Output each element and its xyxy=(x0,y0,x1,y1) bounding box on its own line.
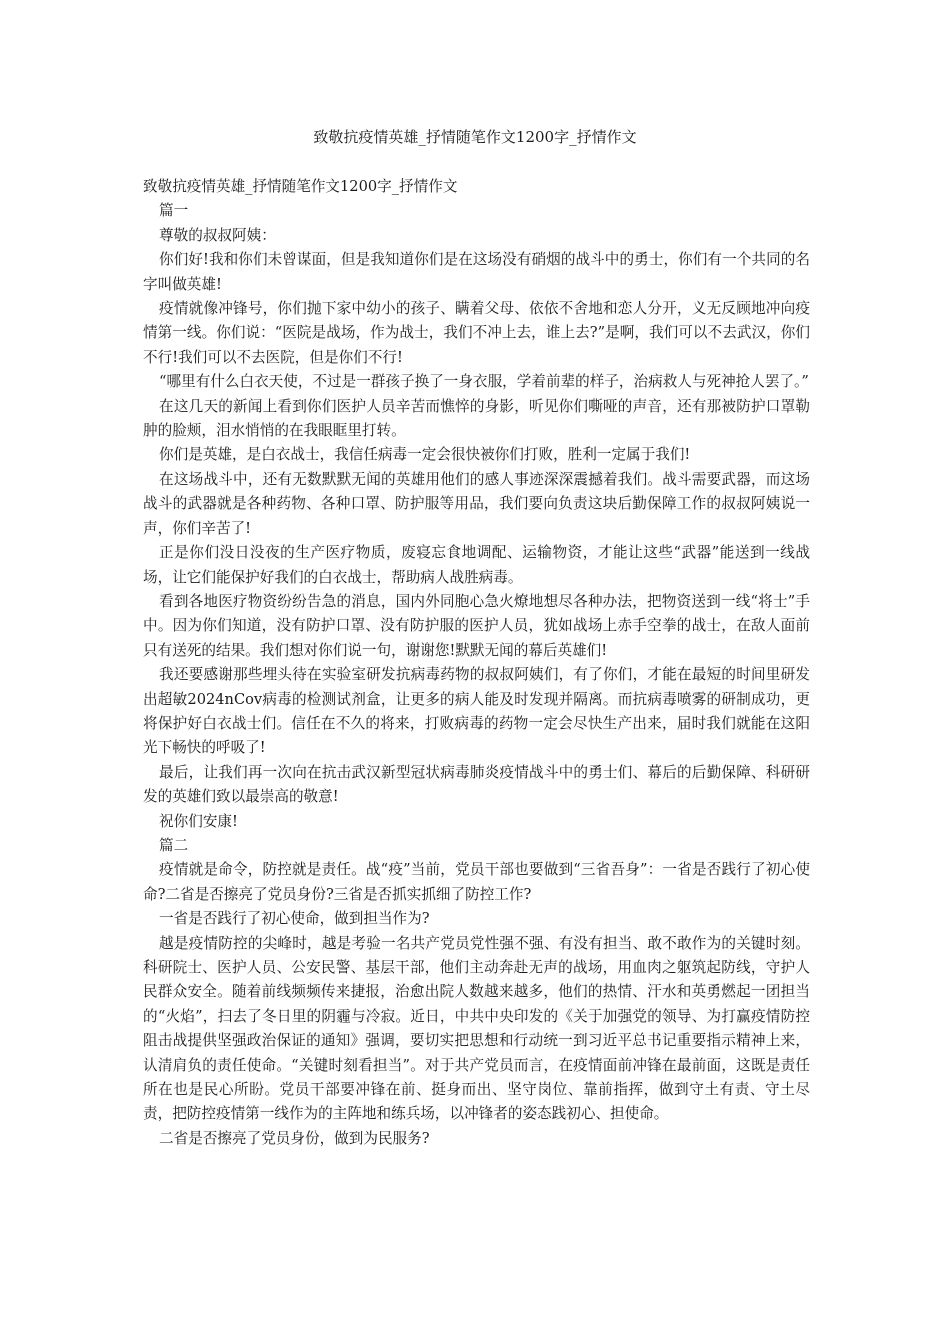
paragraph: 尊敬的叔叔阿姨： xyxy=(159,226,276,244)
document-body xyxy=(143,175,810,1151)
body-heading: 致敬抗疫情英雄_抒情随笔作文1200字_抒情作文 xyxy=(143,178,458,195)
paragraph: 祝你们安康! xyxy=(159,812,238,830)
paragraph: “哪里有什么白衣天使，不过是一群孩子换了一身衣服，学着前辈的样子，治病救人与死神抢人罢了。” xyxy=(159,373,809,391)
paragraph: 越是疫情防控的尖峰时，越是考验一名共产党员党性强不强、有没有担当、敢不敢作为的关键时刻。科研院士、医护人员、公安民警、基层干部，他们主动奔赴无声的战场，用血肉之躯筑起防线，守护人民群众安全。随着前线频频传来捷报，治愈出院人数越来越多，他们的热情、汗水和英勇燃起一团担当的“火焰”，扫去了冬日里的阴霾与冷寂。近日，中共中央印发的《关于加强党的领导、为打赢疫情防控阻击战提供坚强政治保证的通知》强调，要切实把思想和行动统一到习近平总书记重要指示精神上来，认清肩负的责任使命。“关键时刻看担当”。对于共产党员而言，在疫情面前冲锋在最前面，这既是责任所在也是民心所盼。党员干部要冲锋在前、挺身而出、坚守岗位、靠前指挥，做到守土有责、守土尽责，把防控疫情第一线作为的主阵地和练兵场，以冲锋者的姿态践初心、担使命。 xyxy=(143,934,810,1123)
paragraph: 二省是否擦亮了党员身份，做到为民服务? xyxy=(159,1129,430,1147)
paragraph: 最后，让我们再一次向在抗击武汉新型冠状病毒肺炎疫情战斗中的勇士们、幕后的后勤保障、科研研发的英雄们致以最崇高的敬意! xyxy=(143,763,810,806)
paragraph: 在这场战斗中，还有无数默默无闻的英雄用他们的感人事迹深深震撼着我们。战斗需要武器，而这场战斗的武器就是各种药物、各种口罩、防护服等用品，我们要向负责这块后勤保障工作的叔叔阿姨说一声，你们辛苦了! xyxy=(143,470,810,537)
paragraph: 疫情就像冲锋号，你们抛下家中幼小的孩子、瞒着父母、依依不舍地和恋人分开，义无反顾地冲向疫情第一线。你们说：“医院是战场，作为战士，我们不冲上去，谁上去?”是啊，我们可以不去武汉，你们不行!我们可以不去医院，但是你们不行! xyxy=(143,300,810,366)
paragraph: 你们好!我和你们未曾谋面，但是我知道你们是在这场没有硝烟的战斗中的勇士，你们有一个共同的名字叫做英雄! xyxy=(143,251,810,293)
document-title: 致敬抗疫情英雄_抒情随笔作文1200字_抒情作文 xyxy=(313,128,637,146)
paragraph: 我还要感谢那些埋头待在实验室研发抗病毒药物的叔叔阿姨们，有了你们，才能在最短的时间里研发出超敏2024nCov病毒的检测试剂盒，让更多的病人能及时发现并隔离。而抗病毒喷雾的研制成功，更将保护好白衣战士们。信任在不久的将来，打败病毒的药物一定会尽快生产出来，届时我们就能在这阳光下畅快的呼吸了! xyxy=(143,666,810,757)
paragraph: 一省是否践行了初心使命，做到担当作为? xyxy=(159,910,430,928)
paragraph: 正是你们没日没夜的生产医疗物质，废寝忘食地调配、运输物资，才能让这些“武器”能送到一线战场，让它们能保护好我们的白衣战士，帮助病人战胜病毒。 xyxy=(143,544,810,586)
paragraph: 篇一 xyxy=(159,202,189,220)
paragraph: 你们是英雄，是白衣战士，我信任病毒一定会很快被你们打败，胜利一定属于我们! xyxy=(159,446,691,464)
paragraph: 疫情就是命令，防控就是责任。战“疫”当前，党员干部也要做到“三省吾身”：一省是否践行了初心使命?二省是否擦亮了党员身份?三省是否抓实抓细了防控工作? xyxy=(143,861,810,903)
paragraph: 篇二 xyxy=(159,836,189,854)
paragraph: 看到各地医疗物资纷纷告急的消息，国内外同胞心急火燎地想尽各种办法，把物资送到一线“将士”手中。因为你们知道，没有防护口罩、没有防护服的医护人员，犹如战场上赤手空拳的战士，在敌人面前只有送死的结果。我们想对你们说一句，谢谢您!默默无闻的幕后英雄们! xyxy=(143,592,810,659)
paragraph: 在这几天的新闻上看到你们医护人员辛苦而憔悴的身影，听见你们嘶哑的声音，还有那被防护口罩勒肿的脸颊，泪水悄悄的在我眼眶里打转。 xyxy=(143,397,810,440)
